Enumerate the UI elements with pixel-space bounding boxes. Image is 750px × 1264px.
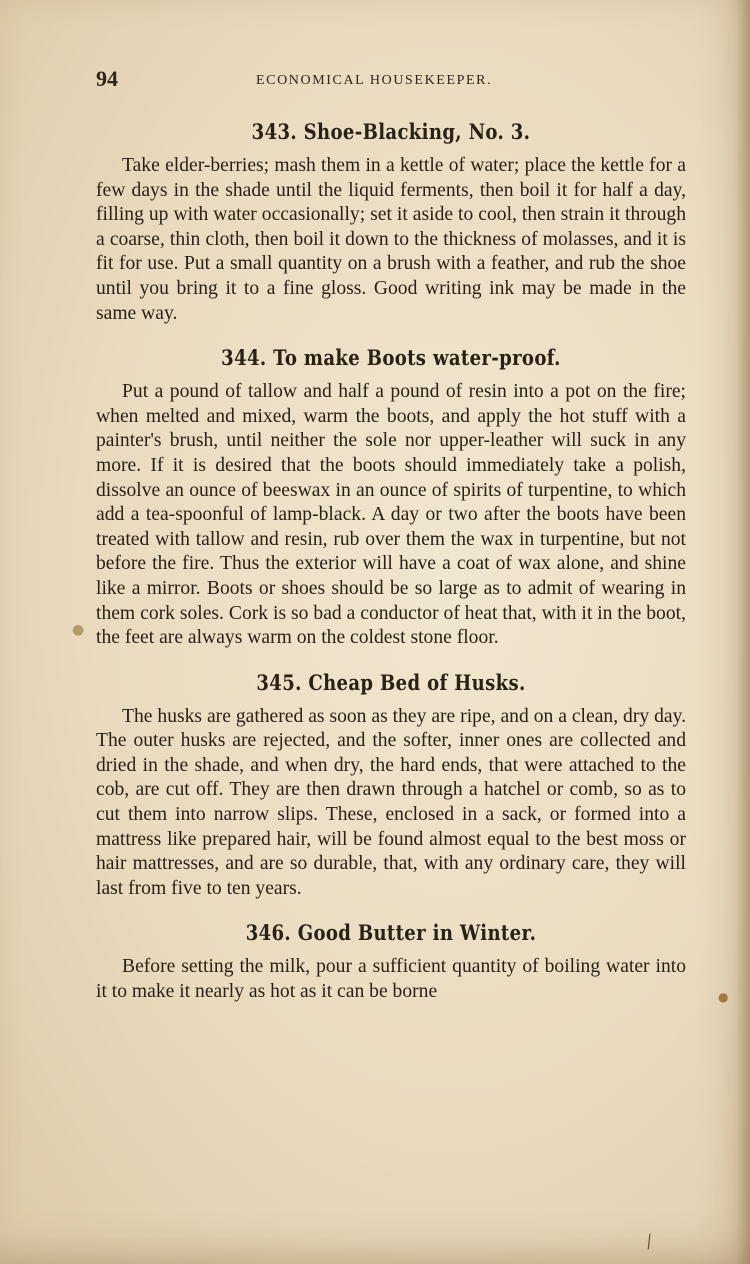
recipe-title: 344. To make Boots water-proof. <box>221 345 561 371</box>
speck-icon: ● <box>718 990 729 1004</box>
page-header <box>96 66 686 96</box>
page-content <box>96 118 686 1023</box>
recipe-345 <box>96 669 686 902</box>
page-number: 94 <box>96 66 118 91</box>
pencil-stroke-icon: ⁄ <box>643 1232 656 1253</box>
recipe-title: 345. Cheap Bed of Husks. <box>256 669 526 695</box>
recipe-body: Before setting the milk, pour a sufficient quantity of boiling water into it to make it nearly as hot as it can be borne <box>96 956 686 1003</box>
recipe-body: Take elder-berries; mash them in a kettle of water; place the kettle for a few days in the shade until the liquid ferments, then boil it for half a day, filling up with water occasionally; set it aside to cool, then strain it through a coarse, thin cloth, then boil it down to the thickness of molasses, and it is fit for use. Put a small quantity on a brush with a feather, and rub the shoe until you bring it to a fine gloss. Good writing ink may be made in the same way. <box>96 155 686 324</box>
recipe-344 <box>96 344 686 651</box>
recipe-343 <box>96 118 686 326</box>
page-edge-shadow <box>736 0 750 1264</box>
recipe-body: The husks are gathered as soon as they are ripe, and on a clean, dry day. The outer husks are rejected, and the softer, inner ones are collected and dried in the shade, and when dry, the hard ends, that were attached to the cob, are cut off. They are then drawn through a hatchel or comb, so as to cut them into narrow slips. These, enclosed in a sack, or formed into a mattress like prepared hair, will be found almost equal to the best moss or hair mattresses, and are so durable, that, with any ordinary care, they will last from five to ten years. <box>96 705 686 899</box>
recipe-346 <box>96 919 686 1004</box>
recipe-title: 343. Shoe-Blacking, No. 3. <box>251 119 531 144</box>
recipe-title: 346. Good Butter in Winter. <box>245 920 537 946</box>
running-head: ECONOMICAL HOUSEKEEPER. <box>256 73 493 88</box>
recipe-body: Put a pound of tallow and half a pound of resin into a pot on the fire; when melted and mixed, warm the boots, and apply the hot stuff with a painter's brush, until neither the sole nor upper-leather will suck in any more. If it is desired that the boots should immediately take a polish, dissolve an ounce of beeswax in an ounce of spirits of turpentine, to which add a tea-spoonful of lamp-black. A day or two after the boots have been treated with tallow and resin, rub over them the wax in turpentine, but not before the fire. Thus the exterior will have a coat of wax alone, and shine like a mirror. Boots or shoes should be so large as to admit of wearing in them cork soles. Cork is so bad a conductor of heat that, with it in the boot, the feet are always warm on the coldest stone floor. <box>96 381 686 649</box>
margin-mark-icon: ● <box>72 622 85 638</box>
